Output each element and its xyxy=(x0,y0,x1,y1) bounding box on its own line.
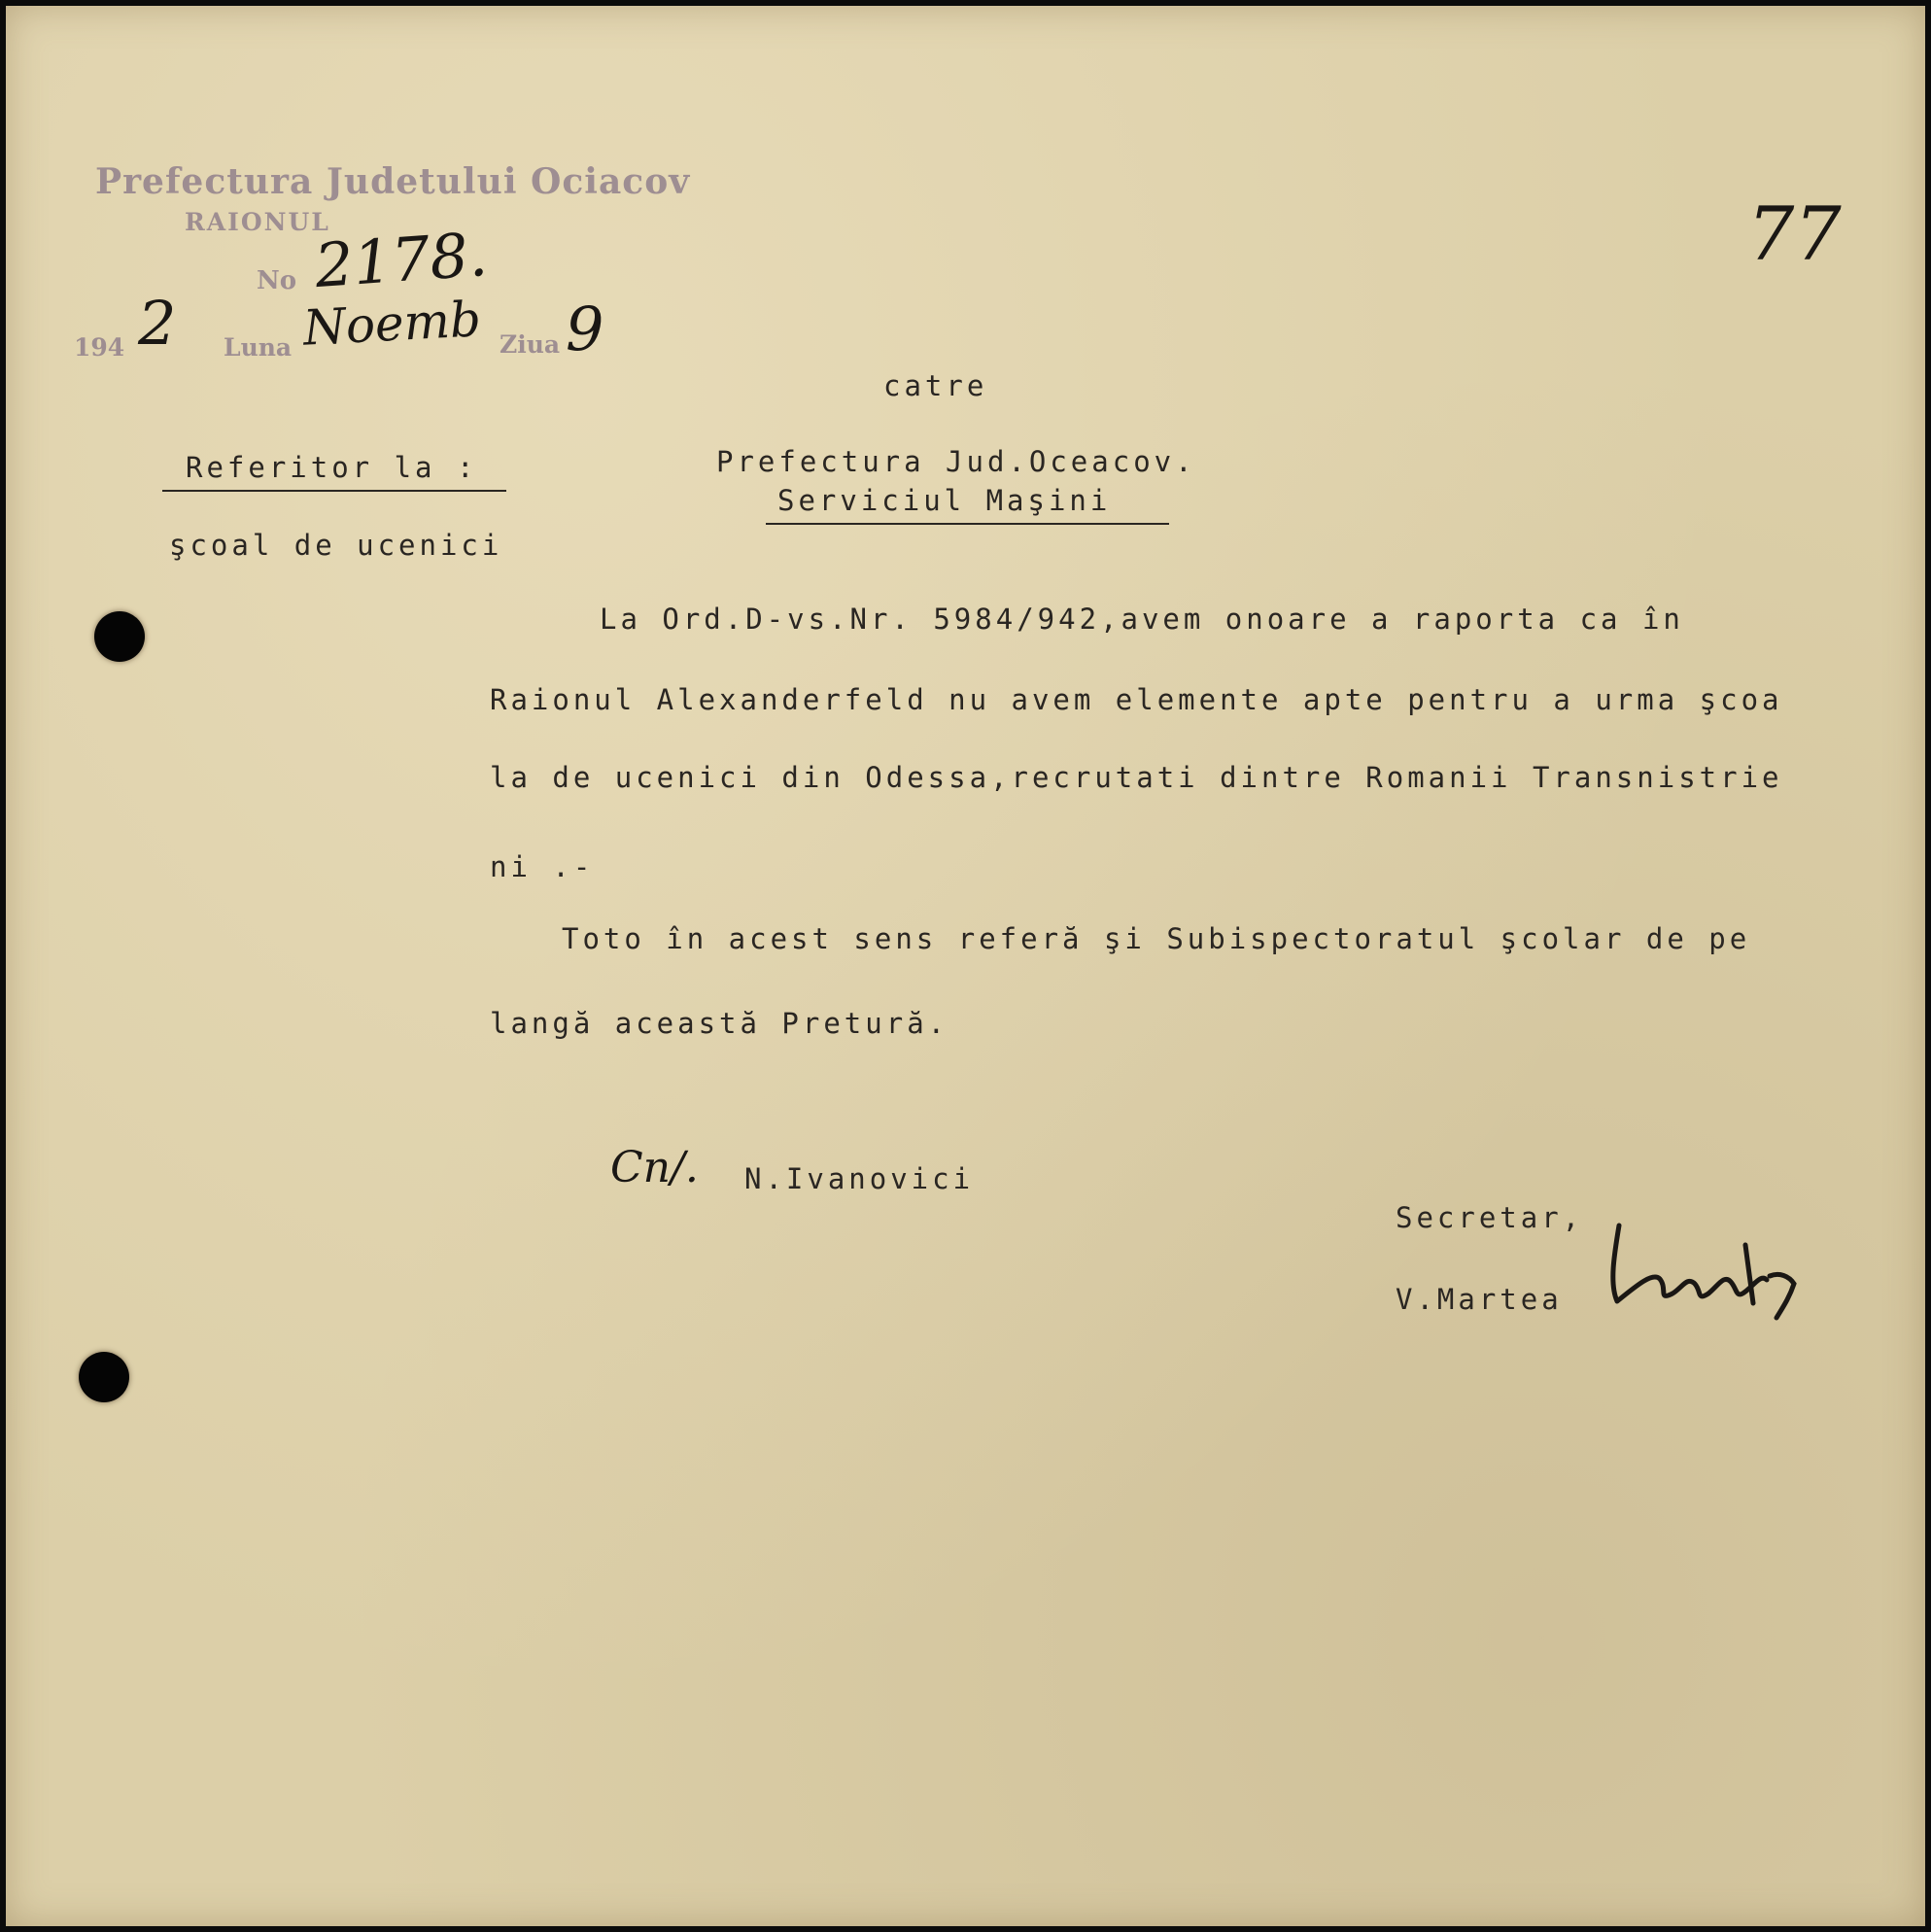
stamp-day-label: Ziua xyxy=(500,330,561,359)
department: Serviciul Maşini xyxy=(766,484,1169,525)
secretary-name: V.Martea xyxy=(1396,1283,1563,1316)
stamp-office: Prefectura Judetului Ociacov xyxy=(95,161,691,202)
handwritten-month: Noemb xyxy=(301,291,483,357)
left-signature-name: N.Ivanovici xyxy=(744,1162,975,1195)
addressee: Prefectura Jud.Oceacov. xyxy=(716,445,1196,478)
handwritten-year-digit: 2 xyxy=(138,288,177,359)
secretary-title: Secretar, xyxy=(1396,1201,1584,1234)
secretary-handwritten-signature xyxy=(1600,1187,1813,1323)
left-signature-prefix: Cn/. xyxy=(610,1143,699,1192)
handwritten-number: 2178. xyxy=(312,218,490,302)
body-line-4: ni .- xyxy=(490,850,595,883)
handwritten-day: 9 xyxy=(566,293,604,364)
punch-hole-bottom xyxy=(79,1352,129,1402)
body-line-6: langă această Pretură. xyxy=(490,1007,949,1040)
stamp-month-label: Luna xyxy=(224,333,293,362)
body-line-1: La Ord.D-vs.Nr. 5984/942,avem onoare a raporta ca în xyxy=(600,603,1684,636)
document-sheet xyxy=(6,6,1925,1926)
to-label: catre xyxy=(883,369,988,402)
stamp-year-label: 194 xyxy=(74,333,125,362)
stamp-number-label: No xyxy=(257,266,297,295)
body-line-5: Toto în acest sens referă şi Subispectoratul şcolar de pe xyxy=(562,922,1751,955)
stamp-raion: RAIONUL xyxy=(185,208,330,236)
punch-hole-top xyxy=(94,611,145,662)
body-line-3: la de ucenici din Odessa,recrutati dintre Romanii Transnistrie xyxy=(490,761,1783,794)
reference-label: Referitor la : xyxy=(162,451,506,492)
handwritten-page-number: 77 xyxy=(1747,190,1842,277)
reference-subject: şcoal de ucenici xyxy=(169,529,503,562)
body-line-2: Raionul Alexanderfeld nu avem elemente apte pentru a urma şcoa xyxy=(490,683,1783,716)
